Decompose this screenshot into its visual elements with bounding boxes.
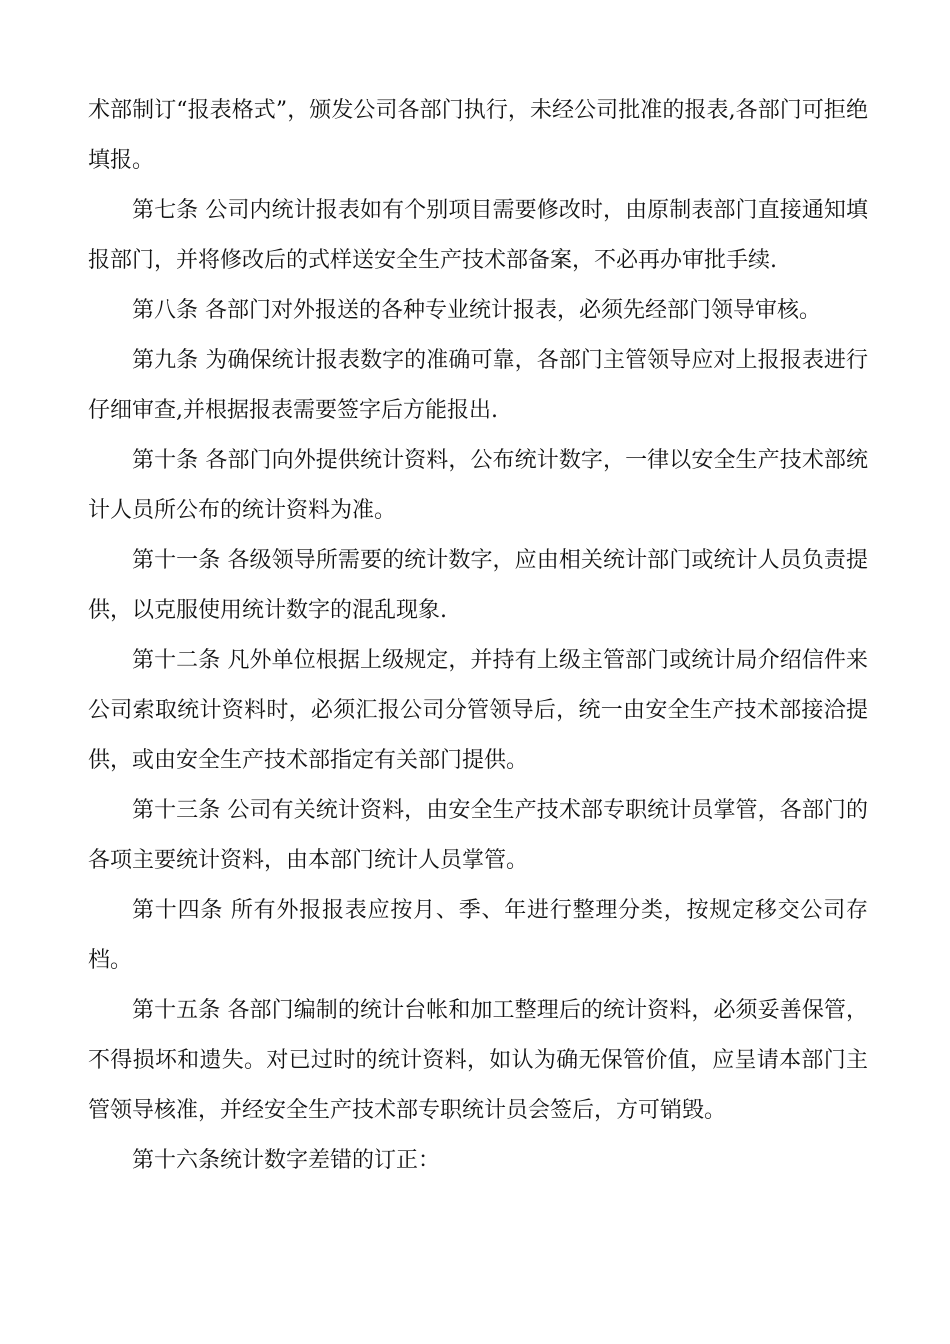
paragraph-article-8: 第八条 各部门对外报送的各种专业统计报表，必须先经部门领导审核。 [132, 298, 821, 323]
paragraph-article-11: 第十一条 各级领导所需要的统计数字，应由相关统计部门或统计人员负责提供，以克服使用统计数字的混乱现象. [88, 548, 868, 623]
document-page [88, 86, 868, 1186]
paragraph-article-14: 第十四条 所有外报报表应按月、季、年进行整理分类，按规定移交公司存档。 [88, 898, 868, 973]
paragraph-article-10: 第十条 各部门向外提供统计资料，公布统计数字，一律以安全生产技术部统计人员所公布的统计资料为准。 [88, 448, 868, 523]
paragraph-article-9: 第九条 为确保统计报表数字的准确可靠，各部门主管领导应对上报报表进行仔细审查,并根据报表需要签字后方能报出. [88, 348, 868, 423]
paragraph-article-16: 第十六条统计数字差错的订正： [132, 1148, 441, 1173]
paragraph-article-7: 第七条 公司内统计报表如有个别项目需要修改时，由原制表部门直接通知填报部门，并将修改后的式样送安全生产技术部备案，不必再办审批手续. [88, 198, 868, 273]
paragraph-article-15: 第十五条 各部门编制的统计台帐和加工整理后的统计资料，必须妥善保管，不得损坏和遗失。对已过时的统计资料，如认为确无保管价值，应呈请本部门主管领导核准，并经安全生产技术部专职统计员会签后，方可销毁。 [88, 998, 868, 1123]
paragraph-article-13: 第十三条 公司有关统计资料，由安全生产技术部专职统计员掌管，各部门的各项主要统计资料，由本部门统计人员掌管。 [88, 798, 868, 873]
paragraph-article-12: 第十二条 凡外单位根据上级规定，并持有上级主管部门或统计局介绍信件来公司索取统计资料时，必须汇报公司分管领导后，统一由安全生产技术部接洽提供，或由安全生产技术部指定有关部门提供。 [88, 648, 868, 773]
paragraph-continuation: 术部制订“报表格式”，颁发公司各部门执行，未经公司批准的报表,各部门可拒绝填报。 [88, 98, 868, 173]
